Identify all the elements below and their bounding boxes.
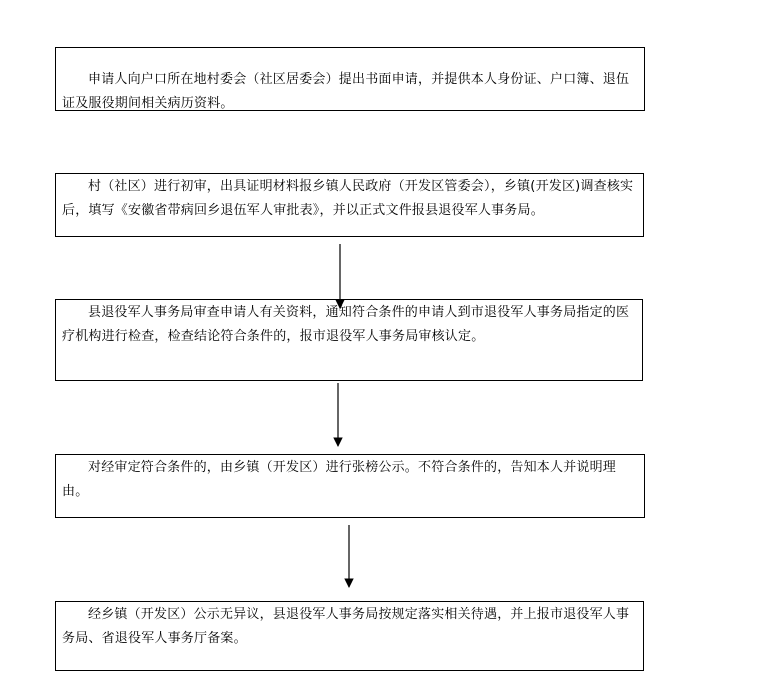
flow-step-county-review: 县退役军人事务局审查申请人有关资料，通知符合条件的申请人到市退役军人事务局指定的医疗机构进行检查，检查结论符合条件的，报市退役军人事务局审核认定。	[55, 299, 643, 381]
flow-step-public-notice: 对经审定符合条件的，由乡镇（开发区）进行张榜公示。不符合条件的，告知本人并说明理由。	[55, 454, 645, 518]
flow-step-preliminary-review: 村（社区）进行初审，出具证明材料报乡镇人民政府（开发区管委会），乡镇(开发区)调查核实后，填写《安徽省带病回乡退伍军人审批表》，并以正式文件报县退役军人事务局。	[55, 173, 644, 237]
flow-step-benefits-filing: 经乡镇（开发区）公示无异议，县退役军人事务局按规定落实相关待遇，并上报市退役军人事务局、省退役军人事务厅备案。	[55, 601, 644, 671]
flow-step-apply: 申请人向户口所在地村委会（社区居委会）提出书面申请，并提供本人身份证、户口簿、退伍证及服役期间相关病历资料。	[55, 47, 645, 111]
